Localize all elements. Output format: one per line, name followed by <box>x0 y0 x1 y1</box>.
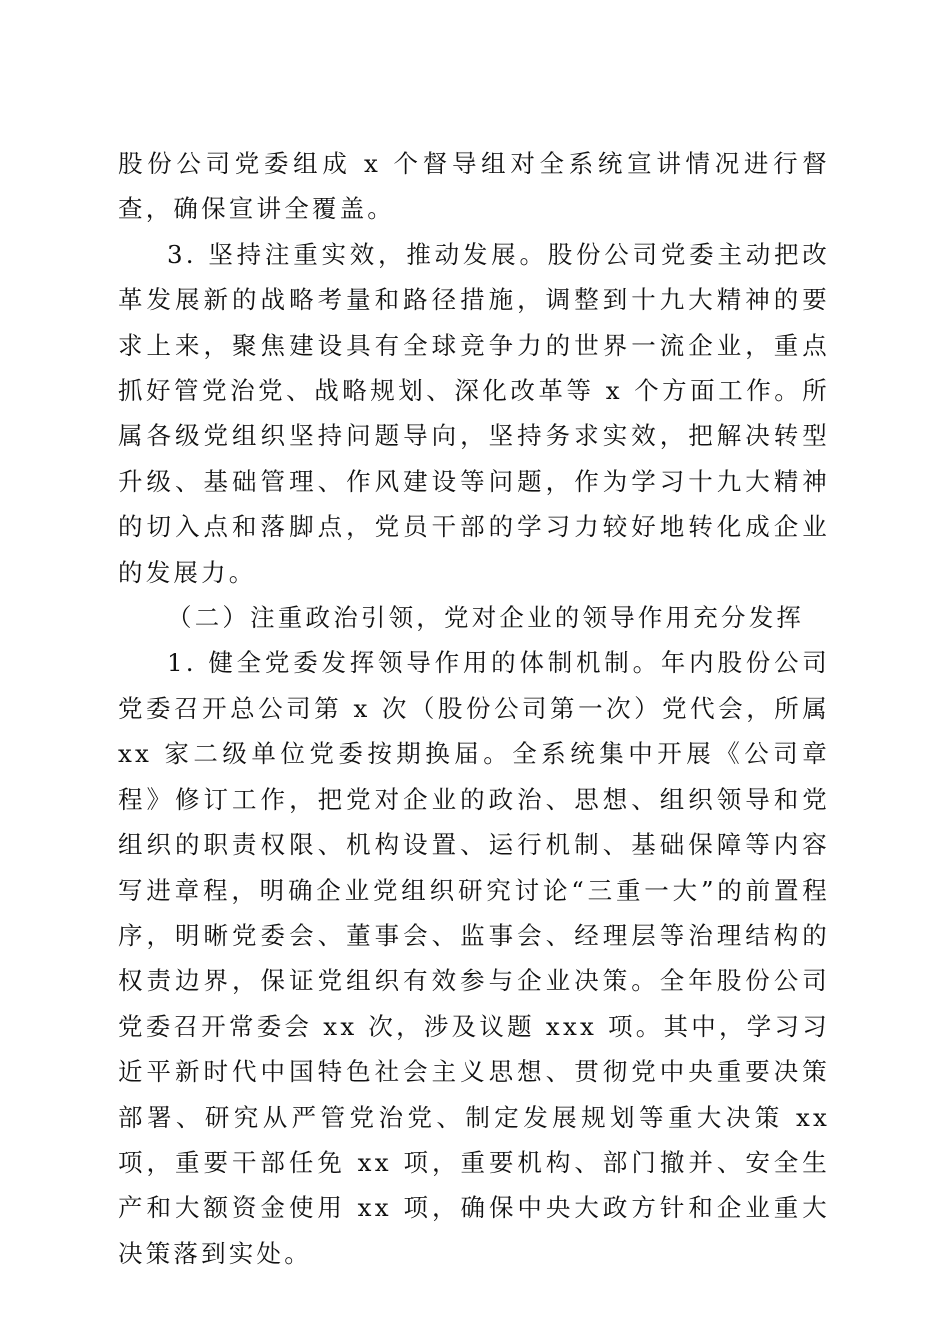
paragraph-item-3: 3. 坚持注重实效，推动发展。股份公司党委主动把改革发展新的战略考量和路径措施，调整到十九大精神的要求上来，聚焦建设具有全球竞争力的世界一流企业，重点抓好管党治党、战略规划、深化改革等 x 个方面工作。所属各级党组织坚持问题导向，坚持务求实效，把解决转型升级、基础管理、作风建设等问题，作为学习十九大精神的切入点和落脚点，党员干部的学习力较好地转化成企业的发展力。 <box>118 239 830 587</box>
section-heading-2: （二）注重政治引领，党对企业的领导作用充分发挥 <box>167 603 805 633</box>
paragraph-item-1: 1. 健全党委发挥领导作用的体制机制。年内股份公司党委召开总公司第 x 次（股份公司第一次）党代会，所属 xx 家二级单位党委按期换届。全系统集中开展《公司章程》修订工作，把党对企业的政治、思想、组织领导和党组织的职责权限、机构设置、运行机制、基础保障等内容写进章程，明确企业党组织研究讨论“三重一大”的前置程序，明晰党委会、董事会、监事会、经理层等治理结构的权责边界，保证党组织有效参与企业决策。全年股份公司党委召开常委会 xx 次，涉及议题 xxx 项。其中，学习习近平新时代中国特色社会主义思想、贯彻党中央重要决策部署、研究从严管党治党、制定发展规划等重大决策 xx 项，重要干部任免 xx 项，重要机构、部门撤并、安全生产和大额资金使用 xx 项，确保中央大政方针和企业重大决策落到实处。 <box>118 648 830 1268</box>
document-body <box>118 141 830 1276</box>
paragraph-continuation: 股份公司党委组成 x 个督导组对全系统宣讲情况进行督查，确保宣讲全覆盖。 <box>118 149 830 224</box>
